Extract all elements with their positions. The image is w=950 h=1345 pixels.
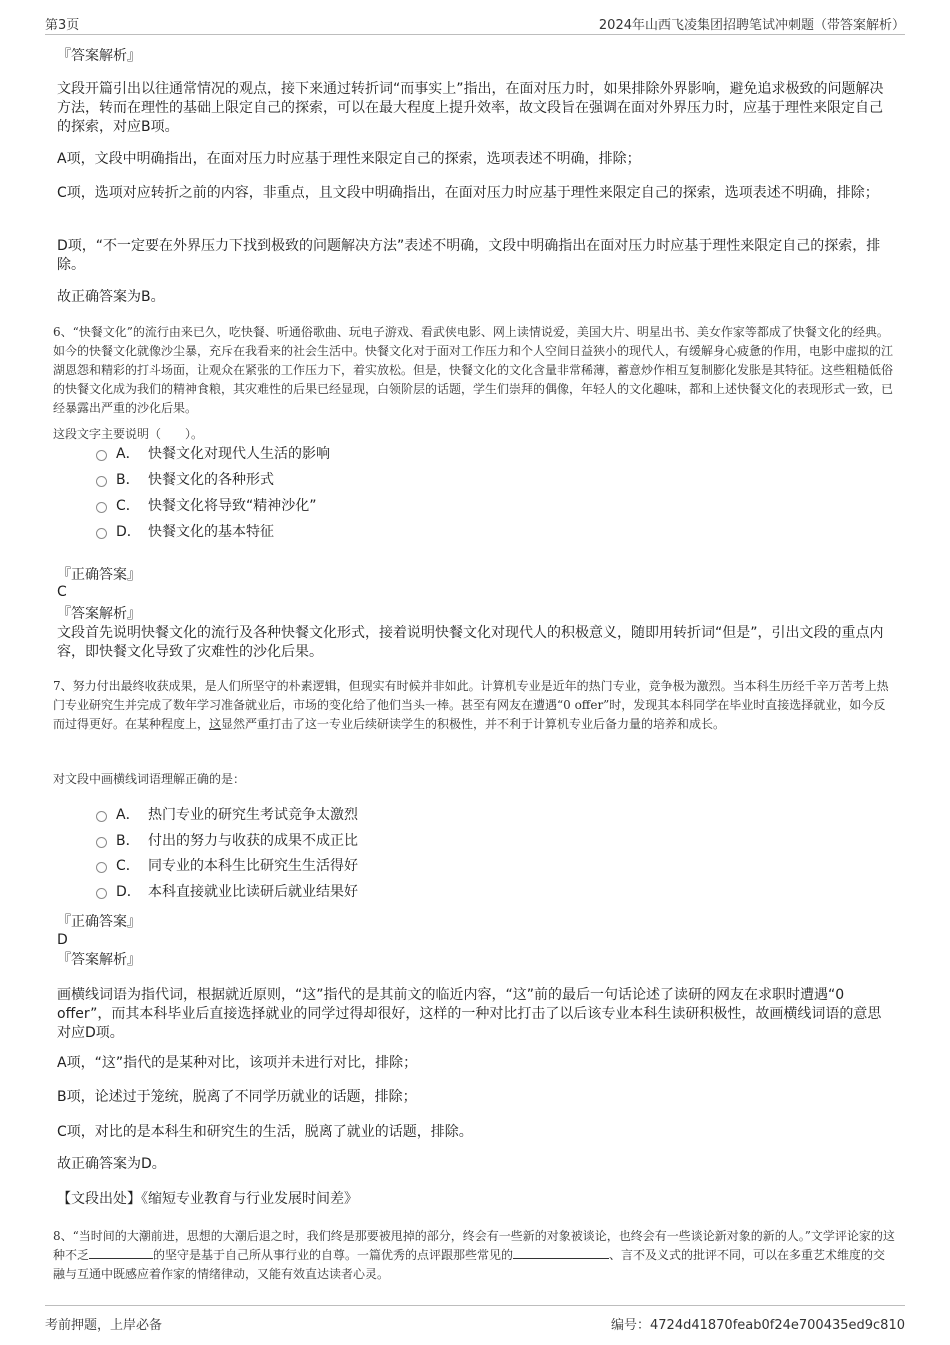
q7-stem: 对文段中画横线词语理解正确的是： [53,772,246,786]
page-footer [45,1305,905,1334]
q5-analysis-para-4: D项，“不一定要在外界压力下找到极致的问题解决方法”表述不明确，文段中明确指出在面对压力时应基于理性来限定自己的探索，排除。 [57,238,881,273]
option-key: C． [116,498,140,514]
q5-analysis-para-3: C项，选项对应转折之前的内容，非重点，且文段中明确指出，在面对压力时应基于理性来限定自己的探索，选项表述不明确，排除； [57,185,879,201]
q7-passage-pre: 7、努力付出最终收获成果，是人们所坚守的朴素逻辑，但现实有时候并非如此。计算机专业是近年的热门专业，竞争极为激烈。当本科生历经千辛万苦考上热门专业研究生并完成了数年学习准备就业后，市场的变化给了他们当头一棒。甚至有网友在遭遇“0 offer”时，发现其本科同学在毕业时直接选择就业，如今反而过得更好。在某种程度上， [53,679,889,731]
footer-code-label: 编号： [611,1318,651,1333]
option-text: 快餐文化对现代人生活的影响 [148,446,330,462]
option-key: D． [116,884,141,900]
q7-analysis-para-1: 画横线词语为指代词，根据就近原则，“这”指代的是其前文的临近内容，“这”前的最后一句话论述了读研的网友在求职时遭遇“0 offer”，而其本科毕业后直接选择就业的同学过得却很好，这样的一种对比打击了以后该专业本科生读研积极性，故画横线词语的意思对应D项。 [57,987,882,1041]
option-text: 本科直接就业比读研后就业结果好 [148,884,358,900]
q7-analysis-tag: 『答案解析』 [57,952,141,968]
q6-passage: 6、“快餐文化”的流行由来已久，吃快餐、听通俗歌曲、玩电子游戏、看武侠电影、网上读情说爱，美国大片、明星出书、美女作家等都成了快餐文化的经典。如今的快餐文化就像沙尘暴，充斥在我看来的社会生活中。快餐文化对于面对工作压力和个人空间日益狭小的现代人，有缓解身心疲惫的作用，电影中虚拟的江湖恩怨和精彩的打斗场面，让观众在紧张的工作压力下，着实放松。但是，快餐文化的文化含量非常稀薄，蓄意炒作相互复制膨化发胀是其特征。这些粗糙低俗的快餐文化成为我们的精神食粮，其灾难性的后果已经显现，白领阶层的话题，学生们崇拜的偶像，年轻人的文化趣味，都和上述快餐文化的表现形式一致，已经暴露出严重的沙化后果。 [53,325,894,415]
radio-icon[interactable] [96,502,107,513]
document-title: 2024年山西飞凌集团招聘笔试冲刺题（带答案解析） [598,18,905,33]
radio-icon[interactable] [96,811,107,822]
radio-icon[interactable] [96,888,107,899]
q7-source: 【文段出处】《缩短专业教育与行业发展时间差》 [57,1191,358,1207]
q6-option-b[interactable] [96,469,274,491]
q5-final-answer: 故正确答案为B。 [57,289,165,305]
q6-option-d[interactable] [96,521,274,543]
q6-option-c[interactable] [96,495,317,517]
q7-passage [53,677,897,734]
option-text: 同专业的本科生比研究生生活得好 [148,858,358,874]
q8-part-3: 、言不及义式的批评不同，可以在多重艺术维度的交融与互通中既感应着作家的情绪律动，又能有效直达读者心灵。 [53,1248,886,1281]
q7-option-d[interactable] [96,881,358,903]
option-text: 快餐文化的各种形式 [148,472,274,488]
option-key: A． [116,807,140,823]
q5-analysis-para-2: A项，文段中明确指出，在面对压力时应基于理性来限定自己的探索，选项表述不明确，排除； [57,151,641,167]
option-key: B． [116,833,140,849]
radio-icon[interactable] [96,862,107,873]
option-key: C． [116,858,140,874]
q8-blank-1[interactable] [89,1246,153,1259]
q7-underlined-word: 这 [209,717,222,731]
q7-correct-tag: 『正确答案』 [57,914,141,930]
option-text: 热门专业的研究生考试竞争太激烈 [148,807,358,823]
q7-passage-post: 显然严重打击了这一专业后续研读学生的积极性，并不利于计算机专业后备力量的培养和成长。 [221,717,726,731]
q7-final-answer: 故正确答案为D。 [57,1156,166,1172]
q6-analysis: 文段首先说明快餐文化的流行及各种快餐文化形式，接着说明快餐文化对现代人的积极意义，随即用转折词“但是”，引出文段的重点内容，即快餐文化导致了灾难性的沙化后果。 [57,625,884,660]
q7-correct-answer: D [57,932,68,948]
q8-passage [53,1227,897,1284]
q7-analysis-para-3: B项，论述过于笼统，脱离了不同学历就业的话题，排除； [57,1089,417,1105]
q6-stem: 这段文字主要说明（ ）。 [53,427,204,441]
q7-option-b[interactable] [96,830,358,852]
option-text: 快餐文化的基本特征 [148,524,274,540]
option-key: D． [116,524,141,540]
q6-analysis-tag: 『答案解析』 [57,606,141,622]
radio-icon[interactable] [96,837,107,848]
q8-part-2: 的坚守是基于自己所从事行业的自尊。一篇优秀的点评跟那些常见的 [153,1248,514,1262]
page-header [45,14,905,35]
q6-correct-tag: 『正确答案』 [57,567,141,583]
footer-code [611,1314,905,1333]
q7-analysis-para-2: A项，“这”指代的是某种对比，该项并未进行对比，排除； [57,1055,418,1071]
option-text: 付出的努力与收获的成果不成正比 [148,833,358,849]
radio-icon[interactable] [96,528,107,539]
radio-icon[interactable] [96,450,107,461]
q8-blank-2[interactable] [513,1246,609,1259]
q6-correct-answer: C [57,584,67,600]
radio-icon[interactable] [96,476,107,487]
q8-part-1: 8、“当时间的大潮前进，思想的大潮后退之时，我们终是那要被甩掉的部分，终会有一些新的对象被谈论，也终会有一些谈论新对象的新的人。”文学评论家的这种不乏 [53,1229,895,1262]
page-number: 第3页 [45,18,80,33]
option-text: 快餐文化将导致“精神沙化” [148,498,317,514]
q5-analysis-tag: 『答案解析』 [57,48,141,64]
q7-analysis-para-4: C项，对比的是本科生和研究生的生活，脱离了就业的话题，排除。 [57,1124,473,1140]
option-key: B． [116,472,140,488]
footer-code-value: 4724d41870feab0f24e700435ed9c810 [650,1318,905,1333]
footer-slogan: 考前押题，上岸必备 [45,1318,163,1333]
option-key: A． [116,446,140,462]
q5-analysis-para-1: 文段开篇引出以往通常情况的观点，接下来通过转折词“而事实上”指出，在面对压力时，如果排除外界影响，避免追求极致的问题解决方法，转而在理性的基础上限定自己的探索，可以在最大程度上提升效率，故文段旨在强调在面对外界压力时，应基于理性来限定自己的探索，对应B项。 [57,81,884,135]
q6-option-a[interactable] [96,443,330,465]
q7-option-c[interactable] [96,855,358,877]
q7-option-a[interactable] [96,804,358,826]
